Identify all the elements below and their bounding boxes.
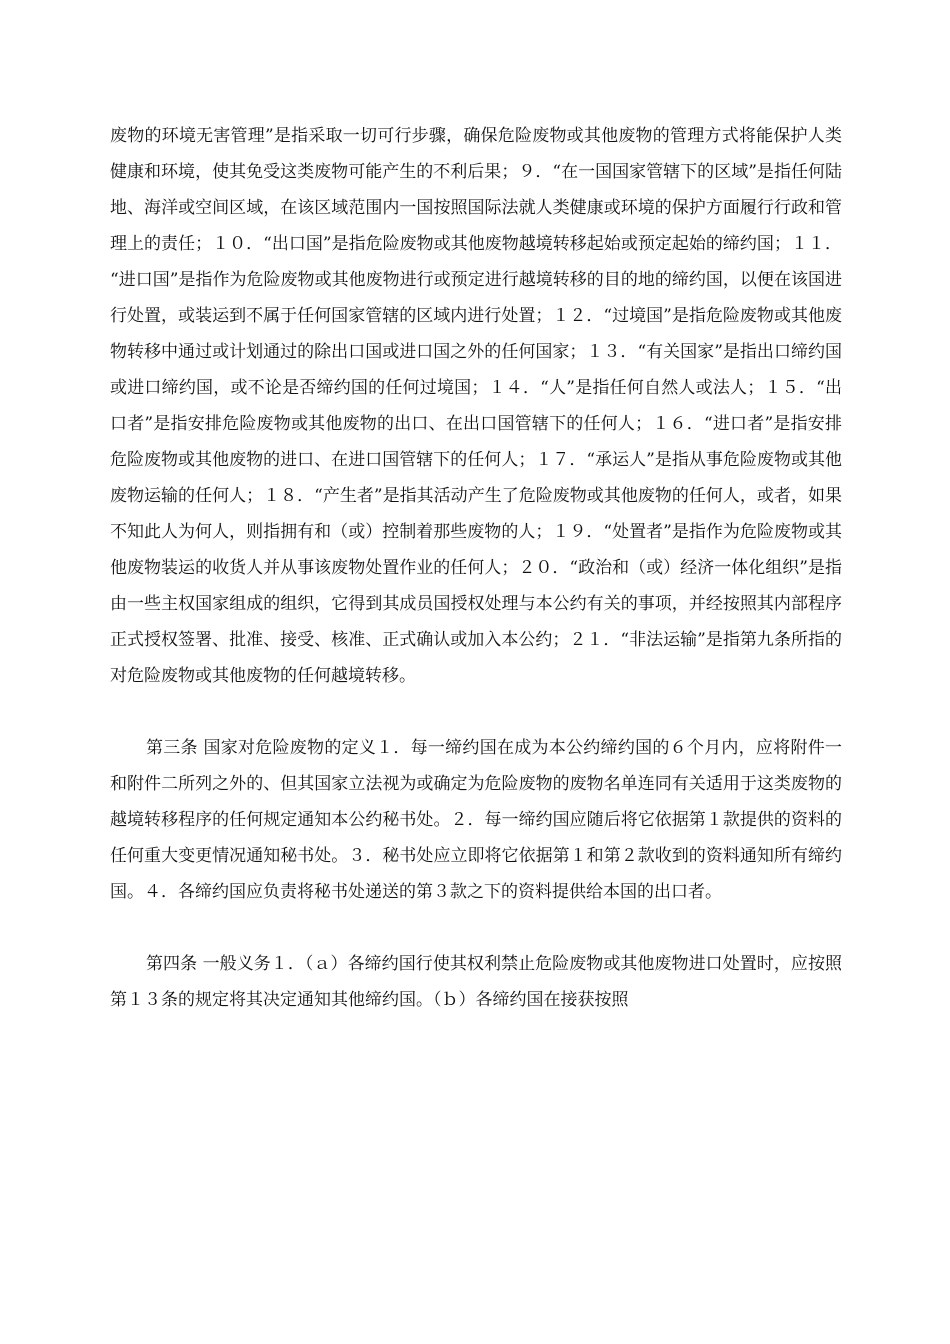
paragraph-article-4: 第四条 一般义务１．（ａ）各缔约国行使其权利禁止危险废物或其他废物进口处置时，应按照第１３条的规定将其决定通知其他缔约国。（ｂ）各缔约国在接获按照: [110, 954, 842, 1010]
paragraph-spacer: [110, 910, 842, 946]
paragraph-definitions: 废物的环境无害管理”是指采取一切可行步骤，确保危险废物或其他废物的管理方式将能保护人类健康和环境，使其免受这类废物可能产生的不利后果；９．“在一国国家管辖下的区域”是指任何陆地、海洋或空间区域，在该区域范围内一国按照国际法就人类健康或环境的保护方面履行行政和管理上的责任；１０．“出口国”是指危险废物或其他废物越境转移起始或预定起始的缔约国；１１．“进口国”是指作为危险废物或其他废物进行或预定进行越境转移的目的地的缔约国，以便在该国进行处置，或装运到不属于任何国家管辖的区域内进行处置；１２．“过境国”是指危险废物或其他废物转移中通过或计划通过的除出口国或进口国之外的任何国家；１３．“有关国家”是指出口缔约国或进口缔约国，或不论是否缔约国的任何过境国；１４．“人”是指任何自然人或法人；１５．“出口者”是指安排危险废物或其他废物的出口、在出口国管辖下的任何人；１６．“进口者”是指安排危险废物或其他废物的进口、在进口国管辖下的任何人；１７．“承运人”是指从事危险废物或其他废物运输的任何人；１８．“产生者”是指其活动产生了危险废物或其他废物的任何人，或者，如果不知此人为何人，则指拥有和（或）控制着那些废物的人；１９．“处置者”是指作为危险废物或其他废物装运的收货人并从事该废物处置作业的任何人；２０．“政治和（或）经济一体化组织”是指由一些主权国家组成的组织，它得到其成员国授权处理与本公约有关的事项，并经按照其内部程序正式授权签署、批准、接受、核准、正式确认或加入本公约；２１．“非法运输”是指第九条所指的对危险废物或其他废物的任何越境转移。: [110, 126, 842, 686]
paragraph-article-3: 第三条 国家对危险废物的定义１．每一缔约国在成为本公约缔约国的６个月内，应将附件一和附件二所列之外的、但其国家立法视为或确定为危险废物的废物名单连同有关适用于这类废物的越境转移程序的任何规定通知本公约秘书处。２．每一缔约国应随后将它依据第１款提供的资料的任何重大变更情况通知秘书处。３．秘书处应立即将它依据第１和第２款收到的资料通知所有缔约国。４．各缔约国应负责将秘书处递送的第３款之下的资料提供给本国的出口者。: [110, 738, 842, 902]
document-body: [110, 118, 842, 1018]
paragraph-spacer: [110, 694, 842, 730]
